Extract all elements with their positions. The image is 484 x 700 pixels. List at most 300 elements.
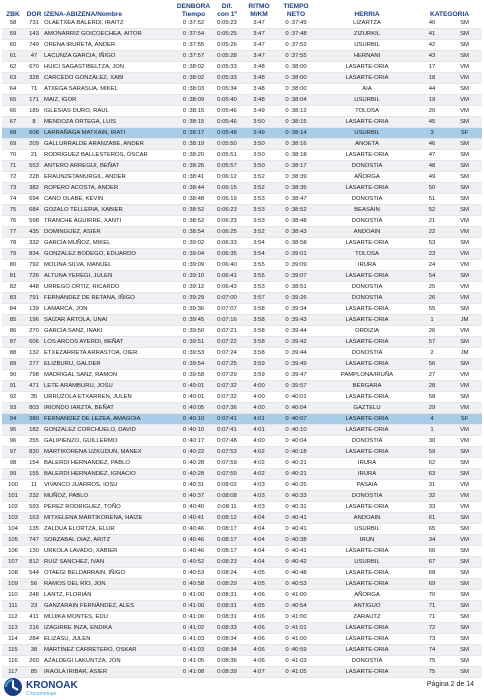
cell-net-time: 0 :39:43 bbox=[275, 315, 317, 326]
cell-category: SF bbox=[447, 414, 482, 425]
cell-dor: 132 bbox=[24, 348, 44, 359]
cell-net-time: 0 :41:03 bbox=[275, 656, 317, 667]
cell-zbk: 63 bbox=[2, 73, 24, 84]
cell-dor: 553 bbox=[24, 161, 44, 172]
cell-pace: 4:06 bbox=[243, 590, 275, 601]
cell-time: 0 :38:03 bbox=[176, 84, 211, 95]
cell-time: 0 :38:02 bbox=[176, 62, 211, 73]
cell-pace: 3:59 bbox=[243, 370, 275, 381]
cell-name: HUICI SAGASTIBELTZA, JON bbox=[44, 62, 176, 73]
cell-zbk: 97 bbox=[2, 447, 24, 458]
cell-diff: 0:05:33 bbox=[211, 73, 243, 84]
cell-net-time: 0 :41:00 bbox=[275, 612, 317, 623]
cell-diff: 0:07:32 bbox=[211, 381, 243, 392]
cell-time: 0 :39:04 bbox=[176, 249, 211, 260]
cell-dor: 382 bbox=[24, 183, 44, 194]
cell-name: OLAETXEA BALERDI, IRAITZ bbox=[44, 18, 176, 29]
cell-category: SM bbox=[447, 29, 482, 40]
cell-name: FERNANDEZ DE LEZEA, AMAGOIA bbox=[44, 414, 176, 425]
cell-category: SM bbox=[447, 359, 482, 370]
cell-name: ORENA IRURETA, ANDER bbox=[44, 40, 176, 51]
cell-category-pos: 21 bbox=[417, 216, 447, 227]
cell-time: 0 :39:58 bbox=[176, 370, 211, 381]
cell-dor: 448 bbox=[24, 282, 44, 293]
header-name: IZENA-ABIZENA/Nombre bbox=[44, 10, 123, 18]
cell-diff: 0:07:41 bbox=[211, 414, 243, 425]
cell-town: AÑORGA bbox=[317, 590, 417, 601]
cell-time: 0 :41:03 bbox=[176, 634, 211, 645]
cell-dor: 47 bbox=[24, 51, 44, 62]
header-ritmo: RITMO M/KM bbox=[248, 3, 270, 18]
cell-time: 0 :40:10 bbox=[176, 425, 211, 436]
cell-diff: 0:07:22 bbox=[211, 337, 243, 348]
table-row bbox=[2, 194, 482, 205]
cell-diff: 0:08:33 bbox=[211, 623, 243, 634]
cell-category: SM bbox=[447, 271, 482, 282]
cell-diff: 0:08:29 bbox=[211, 579, 243, 590]
cell-pace: 3:47 bbox=[243, 40, 275, 51]
cell-zbk: 114 bbox=[2, 634, 24, 645]
cell-town: LASARTE-ORIA bbox=[317, 73, 417, 84]
table-row bbox=[2, 227, 482, 238]
cell-dor: 328 bbox=[24, 73, 44, 84]
cell-category-pos: 53 bbox=[417, 238, 447, 249]
cell-town: LASARTE-ORIA bbox=[317, 238, 417, 249]
cell-diff: 0:08:11 bbox=[211, 502, 243, 513]
cell-category-pos: 41 bbox=[417, 29, 447, 40]
cell-town: TOLOSA bbox=[317, 249, 417, 260]
cell-name: BALERDI HERNANDEZ, IGNACIO bbox=[44, 469, 176, 480]
cell-zbk: 103 bbox=[2, 513, 24, 524]
cell-diff: 0:07:48 bbox=[211, 436, 243, 447]
cell-dor: 71 bbox=[24, 84, 44, 95]
table-row bbox=[2, 480, 482, 491]
cell-net-time: 0 :40:21 bbox=[275, 469, 317, 480]
cell-name: RAMOS DEL RÍO, JON bbox=[44, 579, 176, 590]
cell-town: LASARTE-ORIA bbox=[317, 568, 417, 579]
cell-diff: 0:07:25 bbox=[211, 359, 243, 370]
cell-time: 0 :40:46 bbox=[176, 546, 211, 557]
cell-town: LASARTE-ORIA bbox=[317, 183, 417, 194]
cell-net-time: 0 :40:04 bbox=[275, 403, 317, 414]
cell-town: DONOSTIA bbox=[317, 293, 417, 304]
cell-pace: 3:49 bbox=[243, 106, 275, 117]
cell-net-time: 0 :40:48 bbox=[275, 568, 317, 579]
cell-name: GARCÍA SANZ, INAKI bbox=[44, 326, 176, 337]
cell-name: ELIZASU, JULEN bbox=[44, 634, 176, 645]
cell-dor: 694 bbox=[24, 194, 44, 205]
results-body bbox=[2, 18, 482, 678]
cell-category: SM bbox=[447, 183, 482, 194]
cell-category-pos: 1 bbox=[417, 425, 447, 436]
cell-dor: 747 bbox=[24, 535, 44, 546]
cell-category: SM bbox=[447, 612, 482, 623]
cell-diff: 0:08:34 bbox=[211, 634, 243, 645]
cell-category: VM bbox=[447, 326, 482, 337]
cell-time: 0 :40:28 bbox=[176, 458, 211, 469]
cell-pace: 3:49 bbox=[243, 128, 275, 139]
cell-category: SM bbox=[447, 469, 482, 480]
cell-zbk: 67 bbox=[2, 117, 24, 128]
cell-diff: 0:08:02 bbox=[211, 480, 243, 491]
cell-dor: 11 bbox=[24, 480, 44, 491]
cell-pace: 4:06 bbox=[243, 645, 275, 656]
cell-town: DONOSTIA bbox=[317, 656, 417, 667]
cell-category: SM bbox=[447, 524, 482, 535]
cell-zbk: 104 bbox=[2, 524, 24, 535]
cell-zbk: 87 bbox=[2, 337, 24, 348]
cell-zbk: 65 bbox=[2, 95, 24, 106]
cell-net-time: 0 :39:01 bbox=[275, 249, 317, 260]
cell-time: 0 :41:03 bbox=[176, 645, 211, 656]
cell-category-pos: 49 bbox=[417, 172, 447, 183]
table-row bbox=[2, 381, 482, 392]
cell-name: LARRAÑAGA MATXAIN, IRATI bbox=[44, 128, 176, 139]
cell-town: ORDIZIA bbox=[317, 326, 417, 337]
cell-net-time: 0 :40:54 bbox=[275, 601, 317, 612]
cell-category: VM bbox=[447, 480, 482, 491]
cell-town: AÑORGA bbox=[317, 172, 417, 183]
cell-time: 0 :40:41 bbox=[176, 513, 211, 524]
cell-net-time: 0 :37:55 bbox=[275, 51, 317, 62]
cell-diff: 0:06:12 bbox=[211, 172, 243, 183]
cell-name: GALLURRALDE ARANZABE, ANDER bbox=[44, 139, 176, 150]
cell-name: OTAEGI BELDARRAIN, IÑIGO bbox=[44, 568, 176, 579]
cell-time: 0 :41:00 bbox=[176, 601, 211, 612]
cell-net-time: 0 :40:07 bbox=[275, 414, 317, 425]
cell-name: MARTÍNEZ CARRETERO, OSKAR bbox=[44, 645, 176, 656]
cell-diff: 0:07:29 bbox=[211, 370, 243, 381]
cell-pace: 4:04 bbox=[243, 557, 275, 568]
cell-pace: 3:58 bbox=[243, 315, 275, 326]
cell-zbk: 58 bbox=[2, 18, 24, 29]
cell-town: BEASAIN bbox=[317, 205, 417, 216]
cell-dor: 56 bbox=[24, 579, 44, 590]
cell-net-time: 0 :38:00 bbox=[275, 84, 317, 95]
cell-zbk: 113 bbox=[2, 623, 24, 634]
cell-town: LASARTE-ORIA bbox=[317, 304, 417, 315]
cell-name: MUÑOZ, PABLO bbox=[44, 491, 176, 502]
cell-net-time: 0 :38:58 bbox=[275, 238, 317, 249]
cell-category: VM bbox=[447, 436, 482, 447]
cell-dor: 228 bbox=[24, 172, 44, 183]
cell-category-pos: 33 bbox=[417, 502, 447, 513]
page-number: Página 2 de 14 bbox=[426, 681, 474, 688]
cell-dor: 284 bbox=[24, 634, 44, 645]
cell-dor: 471 bbox=[24, 381, 44, 392]
cell-dor: 803 bbox=[24, 403, 44, 414]
cell-zbk: 88 bbox=[2, 348, 24, 359]
cell-zbk: 76 bbox=[2, 216, 24, 227]
cell-diff: 0:05:50 bbox=[211, 139, 243, 150]
cell-time: 0 :40:22 bbox=[176, 447, 211, 458]
cell-category: VM bbox=[447, 216, 482, 227]
cell-pace: 3:58 bbox=[243, 337, 275, 348]
cell-pace: 3:52 bbox=[243, 227, 275, 238]
cell-category-pos: 61 bbox=[417, 513, 447, 524]
cell-dor: 216 bbox=[24, 623, 44, 634]
cell-time: 0 :39:50 bbox=[176, 326, 211, 337]
cell-net-time: 0 :38:15 bbox=[275, 117, 317, 128]
cell-zbk: 116 bbox=[2, 656, 24, 667]
cell-dor: 798 bbox=[24, 370, 44, 381]
cell-net-time: 0 :38:16 bbox=[275, 139, 317, 150]
cell-zbk: 60 bbox=[2, 40, 24, 51]
cell-diff: 0:06:23 bbox=[211, 216, 243, 227]
cell-town: ZARAUTZ bbox=[317, 612, 417, 623]
table-row bbox=[2, 29, 482, 40]
cell-dor: 731 bbox=[24, 18, 44, 29]
cell-name: PÉREZ RODRIGUEZ, TOÑO bbox=[44, 502, 176, 513]
cell-dor: 791 bbox=[24, 293, 44, 304]
cell-net-time: 0 :38:14 bbox=[275, 128, 317, 139]
cell-name: GONZALEZ BODEGO, EDUARDO bbox=[44, 249, 176, 260]
cell-pace: 4:05 bbox=[243, 568, 275, 579]
cell-time: 0 :40:52 bbox=[176, 557, 211, 568]
cell-town: PAMPLONA/IRUÑA bbox=[317, 370, 417, 381]
cell-category: SM bbox=[447, 667, 482, 678]
cell-pace: 3:58 bbox=[243, 326, 275, 337]
cell-name: URREGO ORTIZ, RICARDO bbox=[44, 282, 176, 293]
cell-diff: 0:08:39 bbox=[211, 667, 243, 678]
cell-dor: 270 bbox=[24, 326, 44, 337]
cell-name: GANZARAIN FERNÁNDEZ, ALES bbox=[44, 601, 176, 612]
table-row bbox=[2, 95, 482, 106]
cell-name: ERAUNZETAMURGIL, ANDER bbox=[44, 172, 176, 183]
cell-zbk: 84 bbox=[2, 304, 24, 315]
cell-time: 0 :37:55 bbox=[176, 40, 211, 51]
cell-net-time: 0 :39:44 bbox=[275, 326, 317, 337]
cell-category-pos: 46 bbox=[417, 139, 447, 150]
cell-pace: 4:04 bbox=[243, 524, 275, 535]
cell-zbk: 74 bbox=[2, 194, 24, 205]
cell-name: LOS ARCOS AYERDI, BEÑAT bbox=[44, 337, 176, 348]
page-footer bbox=[0, 672, 484, 700]
cell-zbk: 99 bbox=[2, 469, 24, 480]
cell-zbk: 100 bbox=[2, 480, 24, 491]
cell-time: 0 :40:46 bbox=[176, 524, 211, 535]
cell-name: ATXEGA SARASUA, MIKEL bbox=[44, 84, 176, 95]
cell-time: 0 :38:52 bbox=[176, 216, 211, 227]
cell-zbk: 85 bbox=[2, 315, 24, 326]
cell-category: SM bbox=[447, 194, 482, 205]
table-row bbox=[2, 150, 482, 161]
cell-name: ROPERO ACOSTA, ANDER bbox=[44, 183, 176, 194]
cell-dor: 139 bbox=[24, 304, 44, 315]
cell-time: 0 :38:15 bbox=[176, 117, 211, 128]
cell-time: 0 :39:02 bbox=[176, 238, 211, 249]
table-row bbox=[2, 348, 482, 359]
cell-category-pos: 26 bbox=[417, 326, 447, 337]
cell-category: VM bbox=[447, 425, 482, 436]
cell-pace: 3:47 bbox=[243, 18, 275, 29]
cell-time: 0 :41:00 bbox=[176, 590, 211, 601]
cell-town: DONOSTIA bbox=[317, 348, 417, 359]
cell-time: 0 :38:44 bbox=[176, 183, 211, 194]
cell-time: 0 :37:54 bbox=[176, 29, 211, 40]
cell-category: VM bbox=[447, 381, 482, 392]
cell-dor: 830 bbox=[24, 447, 44, 458]
table-row bbox=[2, 458, 482, 469]
cell-dor: 411 bbox=[24, 612, 44, 623]
cell-time: 0 :37:57 bbox=[176, 51, 211, 62]
cell-zbk: 71 bbox=[2, 161, 24, 172]
cell-net-time: 0 :40:10 bbox=[275, 425, 317, 436]
cell-category: SM bbox=[447, 161, 482, 172]
cell-category-pos: 68 bbox=[417, 568, 447, 579]
cell-name: ELIZBURU, GALDER bbox=[44, 359, 176, 370]
table-row bbox=[2, 502, 482, 513]
table-row bbox=[2, 513, 482, 524]
cell-pace: 3:58 bbox=[243, 348, 275, 359]
cell-category: SM bbox=[447, 645, 482, 656]
cell-town: LASARTE-ORIA bbox=[317, 359, 417, 370]
cell-zbk: 62 bbox=[2, 62, 24, 73]
cell-category-pos: 42 bbox=[417, 40, 447, 51]
cell-category: SM bbox=[447, 656, 482, 667]
cell-pace: 3:53 bbox=[243, 216, 275, 227]
cell-town: LASARTE-ORIA bbox=[317, 315, 417, 326]
cell-net-time: 0 :39:57 bbox=[275, 381, 317, 392]
cell-town: LASARTE-ORIA bbox=[317, 117, 417, 128]
cell-category: JM bbox=[447, 348, 482, 359]
cell-category: VM bbox=[447, 502, 482, 513]
cell-town: LASARTE-ORIA bbox=[317, 623, 417, 634]
cell-pace: 3:47 bbox=[243, 29, 275, 40]
cell-town: USURBIL bbox=[317, 128, 417, 139]
cell-category: SM bbox=[447, 601, 482, 612]
cell-diff: 0:08:23 bbox=[211, 557, 243, 568]
header-denbora: DENBORA Tiempo bbox=[176, 3, 211, 18]
cell-time: 0 :40:01 bbox=[176, 381, 211, 392]
cell-category: SM bbox=[447, 557, 482, 568]
cell-name: ETXEZARRETA ARRASTOA, OIER bbox=[44, 348, 176, 359]
cell-category: SM bbox=[447, 634, 482, 645]
cell-time: 0 :39:53 bbox=[176, 348, 211, 359]
cell-town: ZIZURKIL bbox=[317, 29, 417, 40]
cell-diff: 0:05:33 bbox=[211, 62, 243, 73]
cell-category-pos: 45 bbox=[417, 117, 447, 128]
cell-net-time: 0 :38:47 bbox=[275, 194, 317, 205]
table-row bbox=[2, 161, 482, 172]
cell-town: ANOETA bbox=[317, 139, 417, 150]
cell-name: TRANCHE AGUIRRE, XANTI bbox=[44, 216, 176, 227]
cell-zbk: 102 bbox=[2, 502, 24, 513]
table-row bbox=[2, 172, 482, 183]
cell-pace: 3:59 bbox=[243, 359, 275, 370]
table-row bbox=[2, 469, 482, 480]
cell-time: 0 :38:26 bbox=[176, 161, 211, 172]
table-row bbox=[2, 304, 482, 315]
cell-zbk: 82 bbox=[2, 282, 24, 293]
cell-time: 0 :40:28 bbox=[176, 469, 211, 480]
cell-net-time: 0 :38:35 bbox=[275, 183, 317, 194]
table-row bbox=[2, 546, 482, 557]
table-row bbox=[2, 117, 482, 128]
cell-pace: 4:07 bbox=[243, 667, 275, 678]
cell-net-time: 0 :40:33 bbox=[275, 491, 317, 502]
cell-category: VM bbox=[447, 535, 482, 546]
cell-category-pos: 3 bbox=[417, 128, 447, 139]
cell-name: ZALDUA ELORTZA, ELUR bbox=[44, 524, 176, 535]
table-row bbox=[2, 370, 482, 381]
cell-pace: 4:04 bbox=[243, 513, 275, 524]
cell-category-pos: 71 bbox=[417, 612, 447, 623]
cell-time: 0 :40:40 bbox=[176, 502, 211, 513]
cell-diff: 0:05:46 bbox=[211, 106, 243, 117]
cell-dor: 163 bbox=[24, 513, 44, 524]
cell-zbk: 79 bbox=[2, 249, 24, 260]
cell-net-time: 0 :38:48 bbox=[275, 216, 317, 227]
cell-dor: 435 bbox=[24, 227, 44, 238]
cell-name: RUIZ SANCHEZ, IVAN bbox=[44, 557, 176, 568]
cell-dor: 544 bbox=[24, 568, 44, 579]
cell-zbk: 95 bbox=[2, 425, 24, 436]
cell-dor: 248 bbox=[24, 590, 44, 601]
cell-category-pos: 30 bbox=[417, 436, 447, 447]
cell-category: VM bbox=[447, 491, 482, 502]
cell-category-pos: 55 bbox=[417, 304, 447, 315]
cell-zbk: 108 bbox=[2, 568, 24, 579]
cell-zbk: 98 bbox=[2, 458, 24, 469]
cell-net-time: 0 :39:49 bbox=[275, 359, 317, 370]
table-row bbox=[2, 414, 482, 425]
cell-net-time: 0 :40:53 bbox=[275, 579, 317, 590]
cell-time: 0 :40:37 bbox=[176, 491, 211, 502]
cell-dor: 684 bbox=[24, 205, 44, 216]
cell-dor: 255 bbox=[24, 436, 44, 447]
table-row bbox=[2, 183, 482, 194]
cell-category-pos: 25 bbox=[417, 282, 447, 293]
cell-category-pos: 22 bbox=[417, 227, 447, 238]
cell-pace: 3:50 bbox=[243, 117, 275, 128]
cell-diff: 0:08:08 bbox=[211, 491, 243, 502]
cell-dor: 209 bbox=[24, 139, 44, 150]
cell-diff: 0:08:31 bbox=[211, 590, 243, 601]
cell-category-pos: 70 bbox=[417, 590, 447, 601]
cell-diff: 0:08:17 bbox=[211, 524, 243, 535]
cell-diff: 0:06:33 bbox=[211, 238, 243, 249]
cell-pace: 3:54 bbox=[243, 249, 275, 260]
cell-dor: 85 bbox=[24, 667, 44, 678]
table-row bbox=[2, 84, 482, 95]
cell-category-pos: 75 bbox=[417, 656, 447, 667]
cell-net-time: 0 :40:21 bbox=[275, 458, 317, 469]
cell-pace: 4:01 bbox=[243, 414, 275, 425]
table-row bbox=[2, 326, 482, 337]
table-row bbox=[2, 106, 482, 117]
cell-dor: 726 bbox=[24, 271, 44, 282]
cell-name: IGLESIAS DURO, RAUL bbox=[44, 106, 176, 117]
cell-zbk: 80 bbox=[2, 260, 24, 271]
cell-town: LASARTE-ORIA bbox=[317, 502, 417, 513]
cell-name: IZAGIRRE INZA, ENDIKA bbox=[44, 623, 176, 634]
cell-category: VM bbox=[447, 370, 482, 381]
cell-pace: 4:00 bbox=[243, 381, 275, 392]
cell-name: DOMINGUEZ, ASIER bbox=[44, 227, 176, 238]
cell-category: SM bbox=[447, 139, 482, 150]
cell-category-pos: 17 bbox=[417, 62, 447, 73]
cell-town: LASARTE-ORIA bbox=[317, 150, 417, 161]
cell-net-time: 0 :39:26 bbox=[275, 293, 317, 304]
cell-town: LASARTE-ORIA bbox=[317, 62, 417, 73]
cell-category-pos: 65 bbox=[417, 524, 447, 535]
cell-name: MUJIKA MONTES, EDU bbox=[44, 612, 176, 623]
cell-name: LACUNZA GARCIA, IÑIGO bbox=[44, 51, 176, 62]
table-row bbox=[2, 62, 482, 73]
cell-net-time: 0 :40:41 bbox=[275, 513, 317, 524]
table-row bbox=[2, 612, 482, 623]
